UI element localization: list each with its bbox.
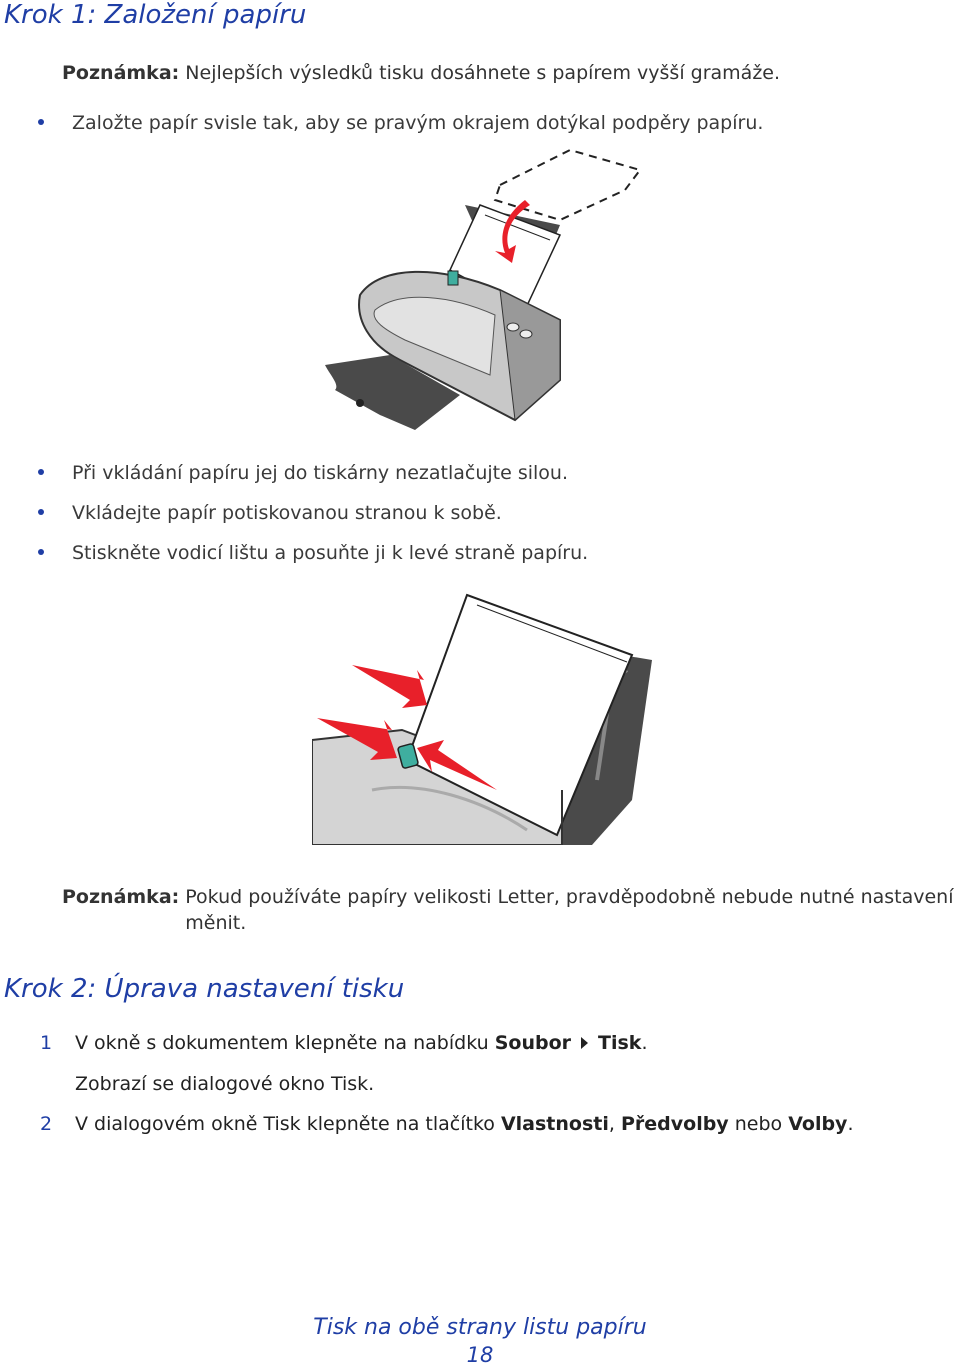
note-label: Poznámka: — [62, 62, 180, 84]
step2-heading: Krok 2: Úprava nastavení tisku — [4, 974, 405, 1004]
button-preferences: Předvolby — [620, 1113, 729, 1135]
step-text: V okně s dokumentem klepněte na nabídku — [75, 1032, 489, 1054]
step-item-1-result: Zobrazí se dialogové okno Tisk. — [75, 1073, 375, 1095]
bullet-text: Při vkládání papíru jej do tiskárny nezatlačujte silou. — [72, 462, 569, 484]
bullet-text: Vkládejte papír potiskovanou stranou k sobě. — [72, 502, 502, 524]
bullet-print-side — [38, 502, 502, 524]
bullet-no-force — [38, 462, 568, 484]
step-number: 2 — [40, 1113, 53, 1135]
punctuation: . — [641, 1032, 648, 1054]
step-item-2 — [40, 1113, 853, 1135]
punctuation: . — [847, 1113, 854, 1135]
step-text: V dialogovém okně Tisk klepněte na tlačítko — [75, 1113, 495, 1135]
step-number: 1 — [40, 1032, 53, 1054]
bullet-dot-icon — [38, 549, 44, 555]
paper-guide-illustration — [312, 590, 657, 845]
note-text: Nejlepších výsledků tisku dosáhnete s papírem vyšší gramáže. — [185, 62, 781, 84]
bullet-load-paper — [38, 112, 763, 134]
button-properties: Vlastnosti — [500, 1113, 609, 1135]
menu-file: Soubor — [494, 1032, 572, 1054]
step-text-or: nebo — [734, 1113, 783, 1135]
bullet-text: Stiskněte vodicí lištu a posuňte ji k levé straně papíru. — [72, 542, 589, 564]
menu-print: Tisk — [598, 1032, 642, 1054]
note-best-results — [62, 60, 958, 86]
bullet-text: Založte papír svisle tak, aby se pravým okrajem dotýkal podpěry papíru. — [72, 112, 764, 134]
red-arrow-icon — [352, 665, 427, 708]
printer-loading-illustration — [320, 145, 650, 440]
bullet-guide — [38, 542, 588, 564]
button-options: Volby — [788, 1113, 848, 1135]
step1-heading: Krok 1: Založení papíru — [4, 0, 307, 30]
note-text: Pokud používáte papíry velikosti Letter, pravděpodobně nebude nutné nastavení měnit. — [185, 886, 954, 934]
note-label: Poznámka: — [62, 886, 180, 908]
menu-arrow-icon — [581, 1037, 588, 1049]
bullet-dot-icon — [38, 509, 44, 515]
bullet-dot-icon — [38, 119, 44, 125]
bullet-dot-icon — [38, 469, 44, 475]
footer-page-number: 18 — [466, 1343, 494, 1367]
footer-title: Tisk na obě strany listu papíru — [313, 1315, 647, 1340]
step-item-1 — [40, 1032, 647, 1054]
punctuation: , — [608, 1113, 615, 1135]
note-letter-size — [62, 884, 958, 936]
